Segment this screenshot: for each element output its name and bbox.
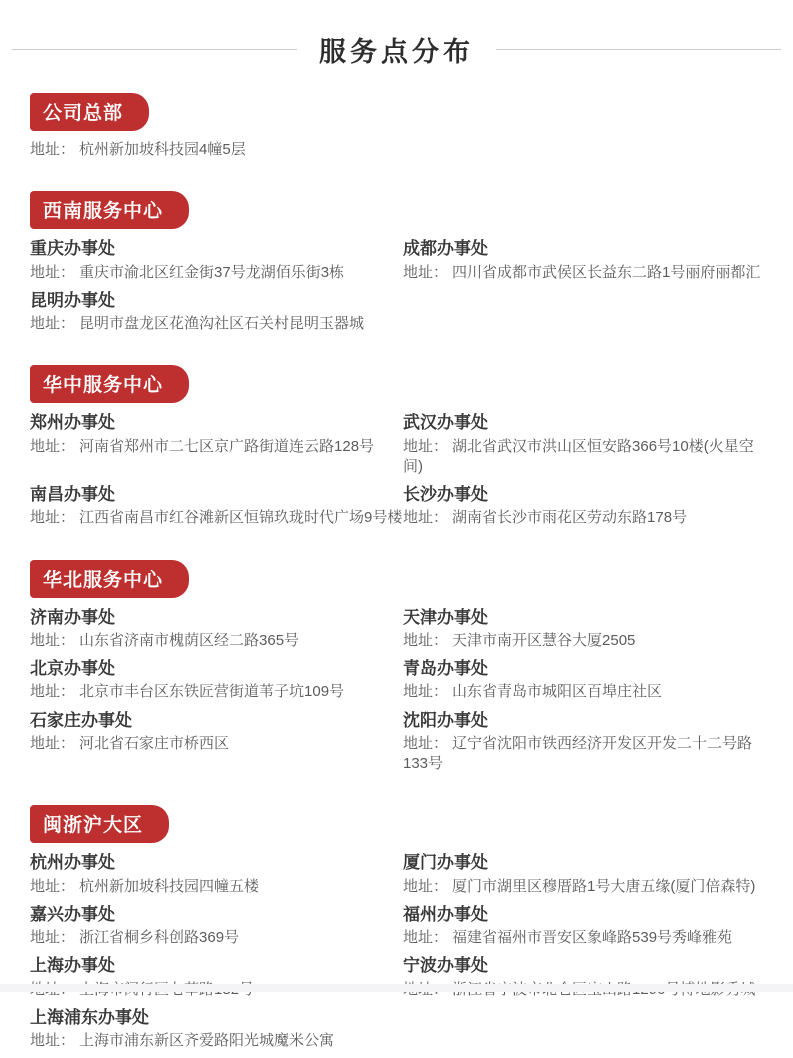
address-line bbox=[30, 263, 403, 283]
office-entry bbox=[403, 484, 763, 529]
office-entry bbox=[30, 290, 403, 335]
office-address: 浙江省桐乡科创路369号 bbox=[79, 929, 240, 946]
office-name: 重庆办事处 bbox=[30, 239, 115, 259]
address-label: 地址： bbox=[30, 683, 76, 701]
address-line bbox=[30, 734, 403, 754]
office-entry bbox=[30, 852, 403, 897]
office-address: 山东省济南市槐荫区经二路365号 bbox=[79, 631, 300, 649]
address-label: 地址： bbox=[403, 683, 449, 701]
title-divider-left bbox=[12, 49, 297, 50]
title-divider-right bbox=[496, 49, 781, 50]
office-address: 天津市南开区慧谷大厦2505 bbox=[452, 631, 636, 649]
page-header bbox=[0, 0, 793, 69]
address-line bbox=[30, 877, 403, 897]
office-name: 南昌办事处 bbox=[30, 485, 115, 504]
office-name: 杭州办事处 bbox=[30, 853, 115, 873]
section-badge: 闽浙沪大区 bbox=[30, 805, 169, 843]
section-badge: 西南服务中心 bbox=[30, 191, 189, 229]
content-area bbox=[0, 69, 793, 1058]
office-entry bbox=[30, 904, 403, 949]
address-label: 地址： bbox=[30, 437, 76, 455]
office-entry bbox=[30, 238, 403, 283]
office-entry bbox=[403, 607, 763, 652]
address-line bbox=[30, 437, 403, 457]
page-title: 服务点分布 bbox=[319, 37, 474, 67]
office-entry bbox=[403, 904, 763, 949]
office-entry bbox=[30, 710, 403, 775]
office-address: 河北省石家庄市桥西区 bbox=[79, 734, 230, 752]
address-line bbox=[403, 928, 763, 948]
address-label: 地址： bbox=[30, 509, 76, 527]
office-entry bbox=[403, 412, 763, 477]
office-entry bbox=[403, 852, 763, 897]
address-line bbox=[30, 140, 403, 160]
address-label: 地址： bbox=[403, 929, 449, 946]
address-line bbox=[403, 508, 763, 528]
office-entry bbox=[403, 955, 763, 1000]
section-header bbox=[30, 805, 763, 843]
office-grid bbox=[30, 140, 763, 167]
address-line bbox=[403, 437, 763, 478]
office-entry bbox=[403, 238, 763, 283]
office-grid bbox=[30, 607, 763, 782]
section-minzhehu bbox=[30, 805, 763, 1058]
bottom-strip bbox=[0, 984, 793, 992]
office-address: 厦门市湖里区穆厝路1号大唐五缘(厦门倍森特) bbox=[452, 877, 756, 895]
office-address: 杭州新加坡科技园4幢5层 bbox=[79, 141, 246, 158]
office-entry bbox=[30, 955, 403, 1000]
address-label: 地址： bbox=[403, 509, 449, 527]
address-label: 地址： bbox=[403, 263, 449, 281]
office-entry bbox=[30, 412, 403, 477]
office-entry bbox=[30, 607, 403, 652]
office-entry bbox=[30, 484, 403, 529]
section-badge: 华中服务中心 bbox=[30, 365, 189, 403]
section-central bbox=[30, 365, 763, 535]
office-address: 重庆市渝北区红金街37号龙湖佰乐街3栋 bbox=[79, 263, 345, 281]
office-address: 昆明市盘龙区花渔沟社区石关村昆明玉器城 bbox=[79, 315, 365, 332]
address-label: 地址： bbox=[403, 631, 449, 649]
address-label: 地址： bbox=[30, 1032, 76, 1049]
address-line bbox=[30, 682, 403, 702]
office-address: 福建省福州市晋安区象峰路539号秀峰雅苑 bbox=[452, 929, 733, 946]
office-name: 昆明办事处 bbox=[30, 290, 115, 310]
address-line bbox=[30, 508, 403, 528]
office-address: 湖北省武汉市洪山区恒安路366号10楼(火星空间) bbox=[403, 437, 754, 475]
address-line bbox=[30, 1031, 403, 1051]
address-line bbox=[403, 877, 763, 897]
section-header bbox=[30, 560, 763, 598]
address-line bbox=[403, 631, 763, 651]
office-name: 成都办事处 bbox=[403, 239, 488, 259]
section-badge: 公司总部 bbox=[30, 93, 149, 131]
office-name: 宁波办事处 bbox=[403, 956, 488, 976]
address-label: 地址： bbox=[30, 315, 76, 332]
office-grid bbox=[30, 852, 763, 1058]
address-label: 地址： bbox=[30, 929, 76, 946]
office-grid bbox=[30, 238, 763, 341]
office-entry bbox=[30, 1007, 403, 1052]
office-name: 天津办事处 bbox=[403, 607, 488, 627]
office-name: 福州办事处 bbox=[403, 904, 488, 924]
section-north bbox=[30, 560, 763, 782]
address-label: 地址： bbox=[403, 877, 449, 895]
address-label: 地址： bbox=[403, 437, 449, 455]
address-label: 地址： bbox=[30, 734, 76, 752]
office-name: 上海浦东办事处 bbox=[30, 1007, 149, 1027]
office-address: 湖南省长沙市雨花区劳动东路178号 bbox=[452, 509, 688, 527]
office-entry bbox=[403, 710, 763, 775]
address-label: 地址： bbox=[30, 877, 76, 895]
section-header bbox=[30, 365, 763, 403]
office-address: 辽宁省沈阳市铁西经济开发区开发二十二号路133号 bbox=[403, 734, 753, 772]
address-line bbox=[403, 682, 763, 702]
address-line bbox=[403, 263, 763, 283]
office-address: 江西省南昌市红谷滩新区恒锦玖珑时代广场9号楼 bbox=[79, 509, 403, 527]
office-entry bbox=[30, 658, 403, 703]
office-name: 郑州办事处 bbox=[30, 413, 115, 433]
office-address: 河南省郑州市二七区京广路街道连云路128号 bbox=[79, 437, 375, 455]
office-name: 青岛办事处 bbox=[403, 659, 488, 678]
address-label: 地址： bbox=[30, 631, 76, 649]
address-line bbox=[30, 928, 403, 948]
office-name: 北京办事处 bbox=[30, 659, 115, 678]
office-address: 四川省成都市武侯区长益东二路1号丽府丽都汇 bbox=[452, 263, 761, 281]
office-name: 厦门办事处 bbox=[403, 853, 488, 873]
office-address: 山东省青岛市城阳区百埠庄社区 bbox=[452, 683, 663, 701]
address-label: 地址： bbox=[403, 734, 449, 752]
office-name: 上海办事处 bbox=[30, 956, 115, 976]
office-name: 嘉兴办事处 bbox=[30, 904, 115, 924]
address-line bbox=[30, 631, 403, 651]
office-address: 杭州新加坡科技园四幢五楼 bbox=[79, 877, 260, 895]
address-label: 地址： bbox=[30, 141, 76, 158]
section-badge: 华北服务中心 bbox=[30, 560, 189, 598]
office-name: 沈阳办事处 bbox=[403, 710, 488, 730]
office-name: 济南办事处 bbox=[30, 607, 115, 627]
office-address: 北京市丰台区东铁匠营街道苇子坑109号 bbox=[79, 683, 345, 701]
office-name: 武汉办事处 bbox=[403, 413, 488, 433]
section-southwest bbox=[30, 191, 763, 341]
section-header bbox=[30, 93, 763, 131]
office-address: 上海市浦东新区齐爱路阳光城魔米公寓 bbox=[79, 1032, 335, 1049]
address-line bbox=[30, 314, 403, 334]
address-line bbox=[403, 734, 763, 775]
section-company-hq bbox=[30, 93, 763, 167]
office-entry bbox=[30, 140, 403, 160]
office-grid bbox=[30, 412, 763, 535]
office-entry bbox=[403, 658, 763, 703]
address-label: 地址： bbox=[30, 263, 76, 281]
office-name: 石家庄办事处 bbox=[30, 710, 132, 730]
office-name: 长沙办事处 bbox=[403, 485, 488, 504]
section-header bbox=[30, 191, 763, 229]
